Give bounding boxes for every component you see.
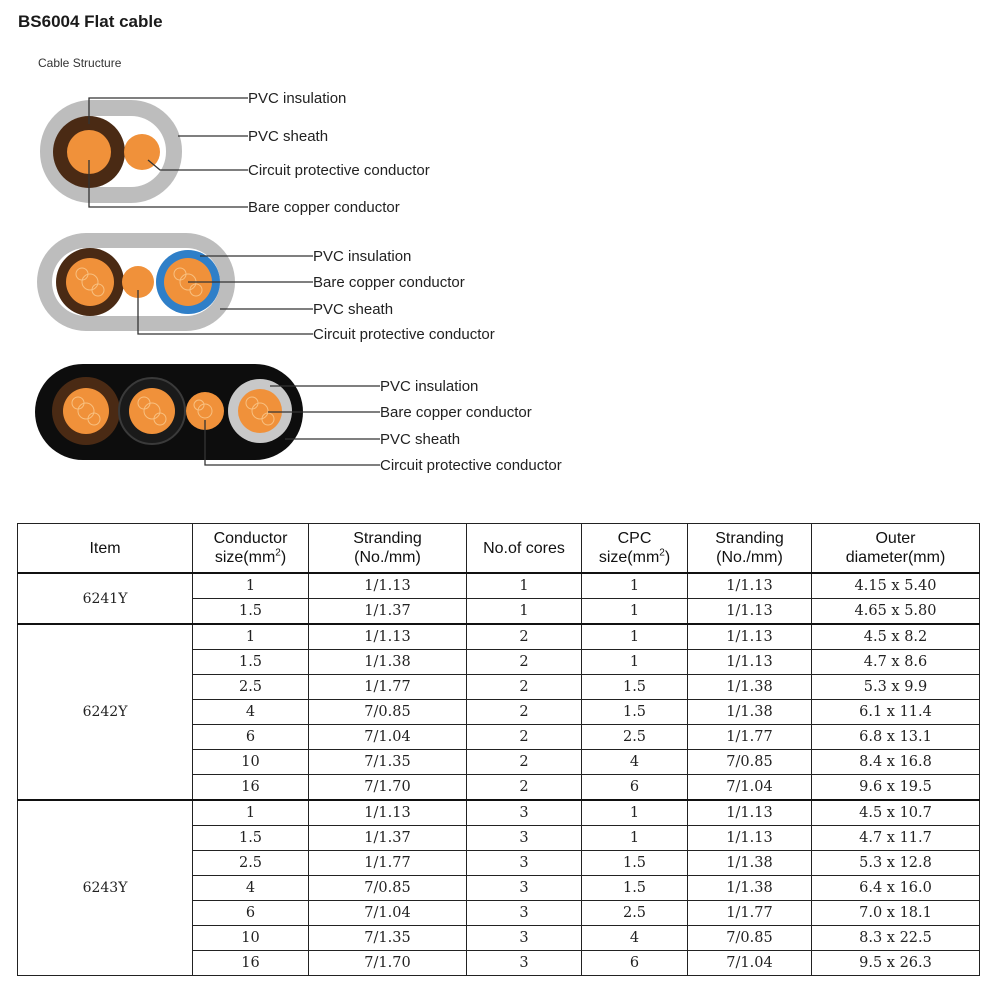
table-cell: 4.5 x 8.2 (812, 624, 980, 650)
diagram-label: Circuit protective conductor (248, 162, 430, 179)
table-header-row (18, 524, 980, 574)
table-cell: 1/1.38 (688, 675, 812, 700)
table-cell: 2.5 (193, 675, 309, 700)
table-cell: 6 (582, 775, 688, 801)
cable-spec-table (17, 523, 980, 976)
bare-copper-conductor (63, 388, 109, 434)
table-cell: 6.4 x 16.0 (812, 876, 980, 901)
table-cell: 7/1.04 (688, 951, 812, 976)
table-cell: 1/1.13 (688, 624, 812, 650)
table-cell: 7/1.35 (309, 926, 467, 951)
table-cell: 3 (467, 800, 582, 826)
bare-copper-conductor (238, 389, 282, 433)
table-cell: 9.5 x 26.3 (812, 951, 980, 976)
diagram-label: PVC insulation (313, 248, 412, 265)
header-stranding: Stranding (No./mm) (309, 524, 467, 574)
table-cell: 7/1.35 (309, 750, 467, 775)
table-cell: 7/1.70 (309, 775, 467, 801)
table-cell: 1.5 (582, 700, 688, 725)
table-cell: 1/1.13 (688, 599, 812, 625)
table-cell: 4 (582, 926, 688, 951)
table-cell: 6 (582, 951, 688, 976)
table-cell: 4.7 x 8.6 (812, 650, 980, 675)
table-cell: 1 (582, 599, 688, 625)
table-cell: 1 (582, 573, 688, 599)
table-cell: 5.3 x 9.9 (812, 675, 980, 700)
table-cell: 6 (193, 725, 309, 750)
diagram-label: PVC insulation (248, 90, 347, 107)
table-cell: 1/1.38 (688, 700, 812, 725)
table-cell: 1 (193, 573, 309, 599)
table-cell: 8.3 x 22.5 (812, 926, 980, 951)
table-cell: 1.5 (582, 876, 688, 901)
table-row (18, 624, 980, 650)
table-cell: 3 (467, 901, 582, 926)
table-cell: 1 (582, 624, 688, 650)
table-cell: 1/1.38 (688, 876, 812, 901)
diagram-label: Circuit protective conductor (313, 326, 495, 343)
table-cell: 1/1.38 (688, 851, 812, 876)
table-cell: 6.8 x 13.1 (812, 725, 980, 750)
table-cell: 1/1.77 (309, 675, 467, 700)
table-cell: 4.7 x 11.7 (812, 826, 980, 851)
table-cell: 4.65 x 5.80 (812, 599, 980, 625)
table-cell: 1/1.77 (688, 725, 812, 750)
table-cell: 1 (193, 624, 309, 650)
table-cell: 8.4 x 16.8 (812, 750, 980, 775)
table-cell: 1/1.38 (309, 650, 467, 675)
diagram-label: Bare copper conductor (313, 274, 465, 291)
table-cell: 1.5 (582, 851, 688, 876)
table-cell: 10 (193, 750, 309, 775)
header-item: Item (18, 524, 193, 574)
table-cell: 1/1.77 (309, 851, 467, 876)
header-outer-diameter: Outer diameter(mm) (812, 524, 980, 574)
table-cell: 16 (193, 951, 309, 976)
diagram-label: Bare copper conductor (380, 404, 532, 421)
table-cell: 5.3 x 12.8 (812, 851, 980, 876)
table-cell: 1/1.13 (688, 573, 812, 599)
table-cell: 3 (467, 926, 582, 951)
table-cell: 4.15 x 5.40 (812, 573, 980, 599)
table-cell: 6 (193, 901, 309, 926)
item-cell: 6241Y (18, 573, 193, 624)
table-cell: 3 (467, 951, 582, 976)
table-cell: 1/1.13 (309, 624, 467, 650)
table-cell: 2 (467, 725, 582, 750)
table-cell: 1 (467, 599, 582, 625)
cable-cross-section-3 (35, 364, 562, 474)
table-cell: 4.5 x 10.7 (812, 800, 980, 826)
table-cell: 4 (582, 750, 688, 775)
diagram-label: Bare copper conductor (248, 199, 400, 216)
table-cell: 1 (582, 650, 688, 675)
page-title: BS6004 Flat cable (18, 12, 163, 31)
table-cell: 1/1.77 (688, 901, 812, 926)
table-cell: 2 (467, 675, 582, 700)
table-cell: 7/1.04 (309, 901, 467, 926)
header-cores: No.of cores (467, 524, 582, 574)
table-cell: 2.5 (582, 901, 688, 926)
table-cell: 7/1.70 (309, 951, 467, 976)
bare-copper-conductor (66, 258, 114, 306)
diagram-label: PVC sheath (313, 301, 394, 318)
header-cpc-stranding: Stranding (No./mm) (688, 524, 812, 574)
table-cell: 1/1.13 (688, 800, 812, 826)
table-cell: 2 (467, 650, 582, 675)
table-cell: 1 (582, 800, 688, 826)
table-cell: 1/1.13 (309, 800, 467, 826)
table-cell: 16 (193, 775, 309, 801)
table-cell: 1/1.37 (309, 826, 467, 851)
table-cell: 3 (467, 826, 582, 851)
table-cell: 10 (193, 926, 309, 951)
table-cell: 1 (582, 826, 688, 851)
table-cell: 7/0.85 (309, 700, 467, 725)
table-cell: 7/0.85 (309, 876, 467, 901)
table-cell: 1/1.13 (688, 650, 812, 675)
table-cell: 7/1.04 (309, 725, 467, 750)
cable-cross-section-1 (40, 90, 430, 216)
header-conductor-size: Conductor $size(mm^2)$ (193, 524, 309, 574)
circuit-protective-conductor (124, 134, 160, 170)
table-cell: 1/1.37 (309, 599, 467, 625)
table-row (18, 800, 980, 826)
table-body (18, 573, 980, 976)
table-cell: 4 (193, 700, 309, 725)
table-cell: 1 (467, 573, 582, 599)
table-cell: 7/1.04 (688, 775, 812, 801)
table-cell: 1/1.13 (309, 573, 467, 599)
table-cell: 4 (193, 876, 309, 901)
header-cpc-size: CPC $size(mm^2)$ (582, 524, 688, 574)
table-cell: 3 (467, 851, 582, 876)
table-cell: 7.0 x 18.1 (812, 901, 980, 926)
table-cell: 2 (467, 775, 582, 801)
table-cell: 9.6 x 19.5 (812, 775, 980, 801)
diagram-label: PVC sheath (380, 431, 461, 448)
cable-cross-section-2 (37, 233, 495, 343)
section-subtitle: Cable Structure (38, 56, 122, 70)
table-cell: 2.5 (193, 851, 309, 876)
table-cell: 7/0.85 (688, 926, 812, 951)
diagram-label: Circuit protective conductor (380, 457, 562, 474)
table-row (18, 573, 980, 599)
item-cell: 6243Y (18, 800, 193, 976)
table-cell: 1.5 (193, 826, 309, 851)
table-cell: 1.5 (193, 650, 309, 675)
table-cell: 2 (467, 624, 582, 650)
table-cell: 6.1 x 11.4 (812, 700, 980, 725)
table-cell: 1.5 (582, 675, 688, 700)
table-cell: 7/0.85 (688, 750, 812, 775)
table-cell: 1 (193, 800, 309, 826)
item-cell: 6242Y (18, 624, 193, 800)
table-cell: 1.5 (193, 599, 309, 625)
table-cell: 2 (467, 700, 582, 725)
table-cell: 1/1.13 (688, 826, 812, 851)
table-cell: 2.5 (582, 725, 688, 750)
bare-copper-conductor (129, 388, 175, 434)
diagram-label: PVC insulation (380, 378, 479, 395)
diagram-label: PVC sheath (248, 128, 329, 145)
table-cell: 3 (467, 876, 582, 901)
table-cell: 2 (467, 750, 582, 775)
